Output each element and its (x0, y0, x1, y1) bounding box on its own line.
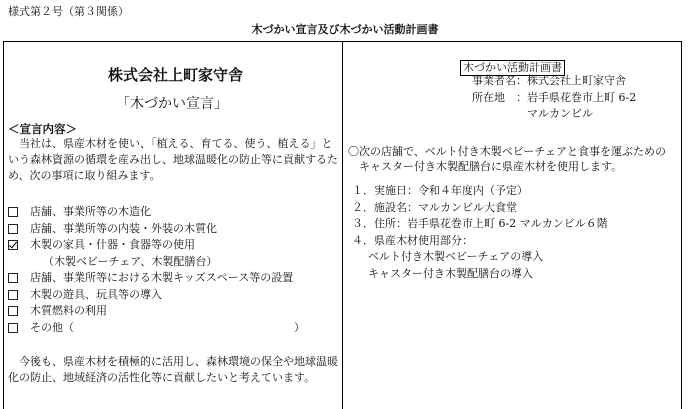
checklist-item-detail: （木製ベビーチェア、木製配膳台） (43, 254, 218, 268)
checklist-item-label: 店舗、事業所等における木製キッズスペース等の設置 (30, 271, 294, 284)
checkbox-icon (8, 273, 18, 283)
checklist-item-label: 木製の家具・什器・食器等の使用 (30, 238, 195, 251)
checkbox-icon (8, 323, 18, 333)
checklist-item (8, 270, 305, 287)
checkbox-icon (8, 290, 18, 300)
checklist-item (8, 303, 305, 320)
checklist-item-label: 木質燃料の利用 (30, 304, 107, 317)
business-name-line: 事業者名：株式会社上町家守舎 (472, 74, 626, 87)
company-name: 株式会社上町家守舎 (108, 66, 244, 84)
column-divider (342, 41, 343, 409)
section-heading: ＜宣言内容＞ (8, 122, 77, 136)
checkbox-icon (8, 224, 18, 234)
detail-sub-item: キャスター付き木製配膳台の導入 (368, 266, 533, 280)
checked-checkbox-icon (8, 240, 18, 250)
document-title: 木づかい宣言及び木づかい活動計画書 (251, 23, 439, 36)
checklist-item-label: その他（ ） (30, 320, 305, 334)
intro-paragraph: 当社は、県産木材を使い、「植える、育てる、使う、植える」という森林資源の循環を産み出し、地球温暖化の防止等に貢献するため、次の事項に取り組みます。 (8, 137, 338, 182)
declaration-title: 「木づかい宣言」 (116, 96, 228, 112)
checkbox-icon (8, 207, 18, 217)
plan-label: 木づかい活動計画書 (460, 60, 565, 76)
checklist-item (8, 221, 305, 238)
form-number: 様式第２号（第３関係） (8, 5, 129, 18)
detail-item: ４．県産木材使用部分： (352, 233, 473, 247)
declaration-checklist (8, 204, 305, 336)
checklist-item-label: 店舗、事業所等の木造化 (30, 205, 151, 218)
checklist-item (8, 320, 305, 337)
plan-details (352, 183, 608, 282)
checklist-item-label: 店舗、事業所等の内装・外装の木質化 (30, 221, 217, 235)
checklist-item (8, 204, 305, 221)
detail-sub-item: ベルト付き木製ベビーチェアの導入 (368, 250, 544, 263)
address-line: 所在地 ：岩手県花巻市上町 6-2 (472, 91, 637, 104)
detail-item: ３．住所：岩手県花巻市上町 6-2 マルカンビル６階 (352, 217, 608, 230)
detail-item: ２．施設名：マルカンビル大食堂 (352, 200, 517, 214)
plan-paragraph: 〇次の店舗で、ベルト付き木製ベビーチェアと食事を運ぶための キャスター付き木製配膳台に県産木材を使用します。 (348, 145, 667, 173)
checklist-item (8, 237, 305, 254)
checklist-item-label: 木製の遊具、玩具等の導入 (30, 287, 162, 301)
address-line-building: マルカンビル (472, 107, 593, 120)
checklist-item (8, 287, 305, 304)
closing-paragraph: 今後も、県産木材を積極的に活用し、森林環境の保全や地球温暖化の防止、地域経済の活性化等に貢献したいと考えています。 (8, 355, 338, 384)
detail-item: １．実施日：令和４年度内（予定） (352, 184, 528, 197)
checkbox-icon (8, 306, 18, 316)
